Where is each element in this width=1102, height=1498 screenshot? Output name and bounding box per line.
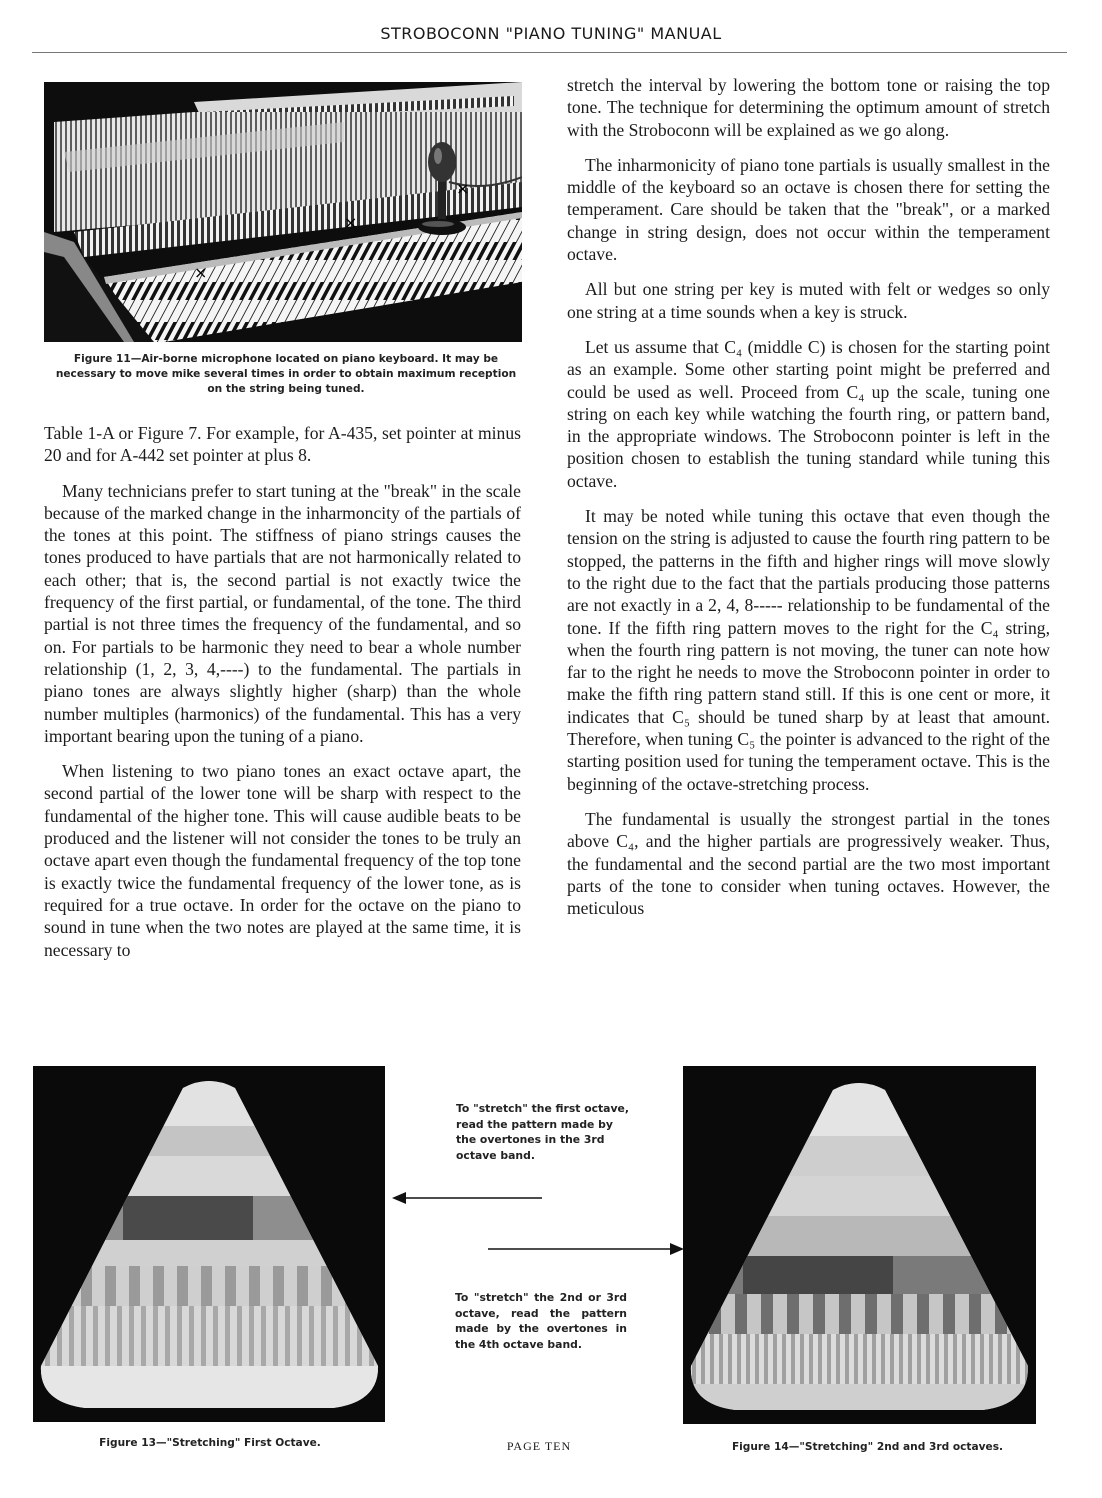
- figure-13-strobe-cone: [33, 1066, 385, 1422]
- page-header: STROBOCONN "PIANO TUNING" MANUAL: [380, 24, 722, 43]
- paragraph: Table 1-A or Figure 7. For example, for A-435, set pointer at minus 20 and for A-442 set pointer at plus 8.: [44, 423, 521, 466]
- svg-text:×: ×: [194, 263, 208, 282]
- header-divider: [32, 52, 1067, 53]
- paragraph: The inharmonicity of piano tone partials is usually smallest in the middle of the keyboard so an octave is chosen there for setting the temperament. Care should be taken that the "break", or a marked change in string design, does not occur within the temperament octave.: [567, 154, 1050, 265]
- figure-11-caption: Figure 11—Air-borne microphone located on piano keyboard. It may be necessary to move mike several times in order to obtain maximum reception on the string being tuned.: [55, 353, 517, 395]
- figure-11-piano-photo: [44, 82, 522, 342]
- arrow-right-icon: [488, 1240, 684, 1258]
- note-second-octave: To "stretch" the 2nd or 3rd octave, read the pattern made by the overtones in the 4th octave band.: [455, 1291, 627, 1351]
- note-first-octave: To "stretch" the first octave, read the pattern made by the overtones in the 3rd octave band.: [456, 1102, 629, 1162]
- figure-14-caption: Figure 14—"Stretching" 2nd and 3rd octaves.: [731, 1441, 1004, 1453]
- paragraph: Let us assume that C₄ (middle C) is chosen for the starting point as an example. Some other starting point might be preferred and could be used as well. Proceed from C₄ up the scale, tuning one string on each key while watching the fourth ring, or pattern band, in the appropriate windows. The Stroboconn pointer is left in the position chosen to establish the tuning standard while tuning this octave.: [567, 336, 1050, 491]
- paragraph: When listening to two piano tones an exact octave apart, the second partial of the lower tone will be sharp with respect to the fundamental of the higher tone. This will cause audible beats to be produced and the listener will not consider the tones to be truly an octave apart even though the fundamental frequency of the top tone is exactly twice the fundamental frequency of the lower tone, as is required for a true octave. In order for the octave on the piano to sound in tune when the two notes are played at the same time, it is necessary to: [44, 761, 521, 960]
- figure-13-caption: Figure 13—"Stretching" First Octave.: [99, 1437, 321, 1449]
- figure-14-strobe-cone: [683, 1066, 1036, 1424]
- paragraph: All but one string per key is muted with felt or wedges so only one string at a time sounds when a key is struck.: [567, 279, 1050, 322]
- svg-text:×: ×: [456, 179, 470, 198]
- paragraph: It may be noted while tuning this octave that even though the tension on the string is adjusted to cause the fourth ring pattern to be stopped, the patterns in the fifth and higher rings will move slowly to the right due to the fact that the partials producing those patterns are not exactly in a 2, 4, 8----- relationship to be fundamental of the tone. If the fifth ring pattern moves to the right for the C₄ string, when the fourth ring pattern is not moving, the tuner can note how far to the right he needs to move the Stroboconn pointer in order to make the fifth ring pattern stand still. If this is one cent or more, it indicates that C₅ should be tuned sharp by at least that amount. Therefore, when tuning C₅ the pointer is advanced to the right of the starting position used for tuning the temperament octave. This is the beginning of the octave-stretching process.: [567, 506, 1050, 794]
- arrow-left-icon: [392, 1189, 542, 1207]
- svg-text:×: ×: [344, 213, 358, 232]
- paragraph: stretch the interval by lowering the bottom tone or raising the top tone. The technique for determining the optimum amount of stretch with the Stroboconn will be explained as we go along.: [567, 75, 1050, 140]
- paragraph: The fundamental is usually the strongest partial in the tones above C₄, and the higher partials are progressively weaker. Thus, the fundamental and the second partial are the two most important parts of the tone to consider when tuning octaves. However, the meticulous: [567, 808, 1050, 919]
- right-text-column: [567, 74, 1050, 932]
- paragraph: Many technicians prefer to start tuning at the "break" in the scale because of the marked change in the inharmoncity of the partials of the tones at this point. The stiffness of piano strings causes the tones produced to have partials that are not harmonically related to each other; that is, the second partial is not exactly twice the frequency of the first partial, or fundamental, of the tone. The third partial is not three times the frequency of the fundamental, and so on. For partials to be harmonic they need to bear a whole number relationship (1, 2, 3, 4,----) to the fundamental. The partials in piano tones are always slightly higher (sharp) than the whole number multiples (harmonics) of the fundamental. This has a very important bearing upon the tuning of a piano.: [44, 480, 521, 746]
- page-number: PAGE TEN: [506, 1439, 572, 1453]
- left-text-column: [44, 422, 521, 974]
